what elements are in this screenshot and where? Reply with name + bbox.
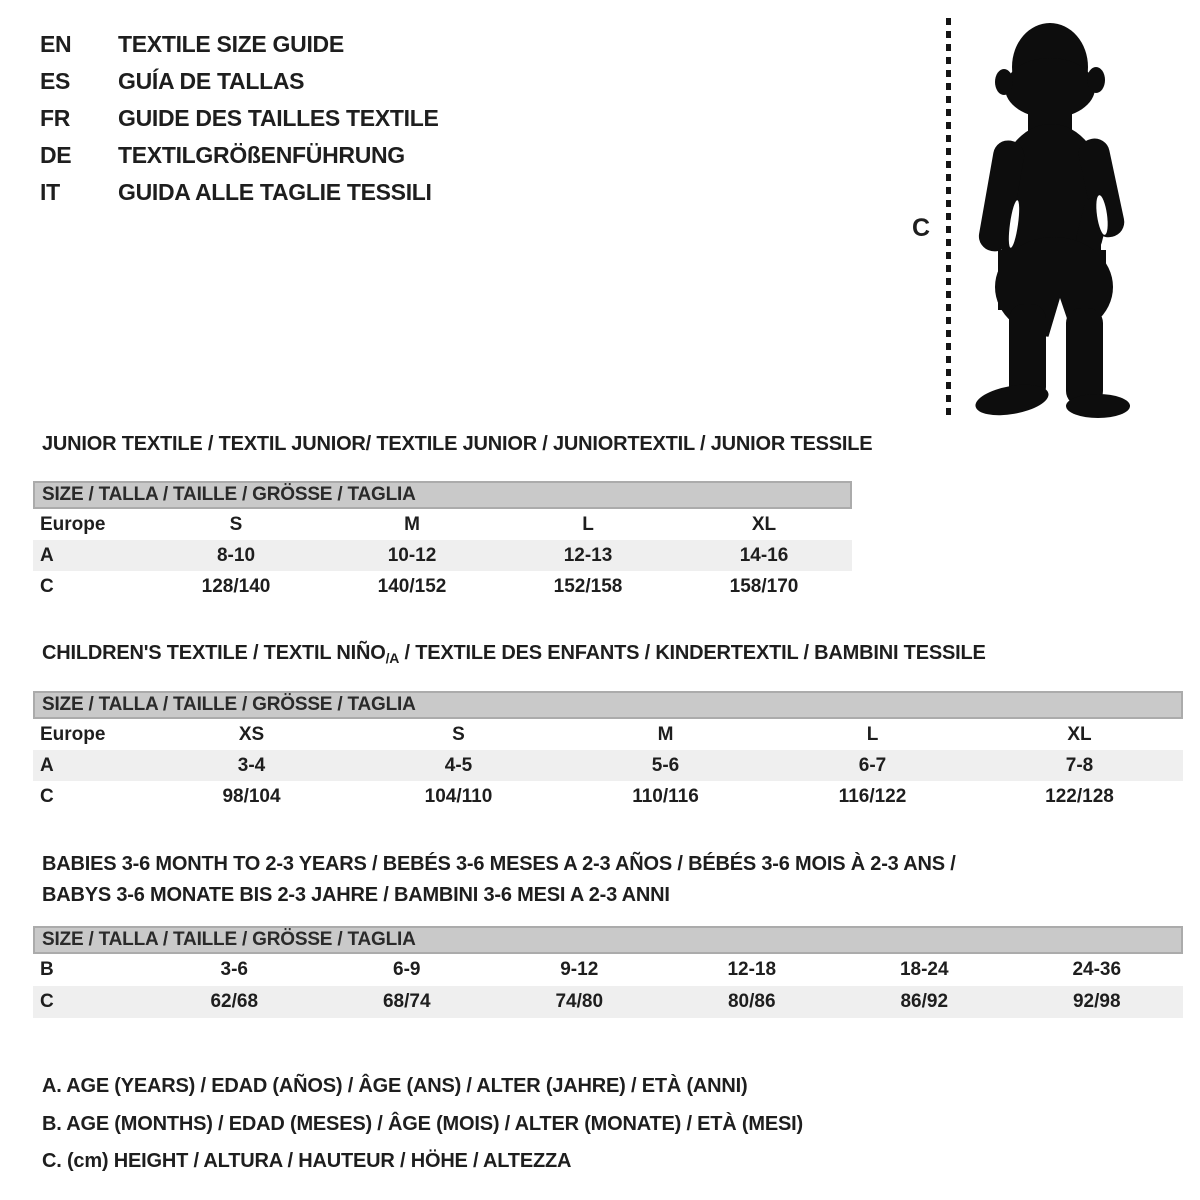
language-code: FR xyxy=(40,105,71,131)
row-label: B xyxy=(40,959,54,980)
children-heading-pre: CHILDREN'S TEXTILE / TEXTIL NIÑO xyxy=(42,642,386,664)
table-cell: L xyxy=(582,513,594,535)
table-cell: 80/86 xyxy=(727,991,776,1012)
table-row-age xyxy=(33,750,1183,781)
guide-title-it: GUIDA ALLE TAGLIE TESSILI xyxy=(118,179,432,205)
table-cell: XS xyxy=(238,723,265,745)
table-cell: 8-10 xyxy=(216,544,256,566)
table-row-europe xyxy=(33,509,852,540)
table-cell: 158/170 xyxy=(729,575,799,597)
table-cell: 128/140 xyxy=(201,575,271,597)
table-cell: 7-8 xyxy=(1065,754,1094,776)
table-row-height xyxy=(33,781,1183,812)
language-row-es xyxy=(40,63,439,100)
table-cell: 12-13 xyxy=(563,544,613,566)
children-heading-post: / TEXTILE DES ENFANTS / KINDERTEXTIL / BAMBINI TESSILE xyxy=(399,642,986,664)
table-cell: 4-5 xyxy=(444,754,473,776)
table-cell: 3-4 xyxy=(237,754,266,776)
table-cell: 92/98 xyxy=(1072,991,1121,1012)
height-dashed-line xyxy=(946,18,951,416)
babies-size-table xyxy=(33,926,1183,1018)
height-measure-label: C xyxy=(912,214,931,242)
row-label: C xyxy=(40,785,54,807)
row-label: A xyxy=(40,544,54,566)
junior-section-heading: JUNIOR TEXTILE / TEXTIL JUNIOR/ TEXTILE JUNIOR / JUNIORTEXTIL / JUNIOR TESSILE xyxy=(42,433,873,455)
legend-line-a: A. AGE (YEARS) / EDAD (AÑOS) / ÂGE (ANS) / ALTER (JAHRE) / ETÀ (ANNI) xyxy=(42,1075,748,1097)
children-heading-sub: /A xyxy=(385,650,400,666)
table-cell: 152/158 xyxy=(553,575,623,597)
language-row-en xyxy=(40,26,439,63)
guide-title-es: GUÍA DE TALLAS xyxy=(118,68,305,94)
row-label: C xyxy=(40,991,54,1012)
table-cell: 18-24 xyxy=(899,959,949,980)
junior-size-table xyxy=(33,481,852,602)
children-size-table xyxy=(33,691,1183,812)
babies-section-heading xyxy=(42,849,956,911)
table-row-europe xyxy=(33,719,1183,750)
table-cell: 62/68 xyxy=(210,991,259,1012)
table-row-height xyxy=(33,571,852,602)
legend-line-c: C. (cm) HEIGHT / ALTURA / HAUTEUR / HÖHE / ALTEZZA xyxy=(42,1150,572,1172)
junior-size-header-bar: SIZE / TALLA / TAILLE / GRÖSSE / TAGLIA xyxy=(33,481,852,509)
table-cell: 24-36 xyxy=(1072,959,1122,980)
babies-size-header-bar: SIZE / TALLA / TAILLE / GRÖSSE / TAGLIA xyxy=(33,926,1183,954)
guide-title-fr: GUIDE DES TAILLES TEXTILE xyxy=(118,105,439,131)
language-code: IT xyxy=(40,179,60,205)
table-cell: 3-6 xyxy=(220,959,248,980)
language-code: DE xyxy=(40,142,72,168)
language-title-list xyxy=(40,26,439,211)
table-cell: 10-12 xyxy=(387,544,437,566)
table-cell: 74/80 xyxy=(555,991,604,1012)
table-row-age-months xyxy=(33,954,1183,986)
table-cell: 110/116 xyxy=(632,785,699,807)
language-code: EN xyxy=(40,31,72,57)
table-cell: 9-12 xyxy=(560,959,599,980)
guide-title-en: TEXTILE SIZE GUIDE xyxy=(118,31,344,57)
measurement-legend xyxy=(42,1068,803,1181)
legend-line-b: B. AGE (MONTHS) / EDAD (MESES) / ÂGE (MOIS) / ALTER (MONATE) / ETÀ (MESI) xyxy=(42,1112,803,1135)
table-cell: M xyxy=(404,513,420,535)
babies-heading-line2: BABYS 3-6 MONATE BIS 2-3 JAHRE / BAMBINI 3-6 MESI A 2-3 ANNI xyxy=(42,884,670,906)
table-cell: 68/74 xyxy=(382,991,431,1012)
babies-heading-line1: BABIES 3-6 MONTH TO 2-3 YEARS / BEBÉS 3-6 MESES A 2-3 AÑOS / BÉBÉS 3-6 MOIS À 2-3 ANS / xyxy=(42,853,956,875)
table-cell: XL xyxy=(1067,723,1092,745)
table-row-age xyxy=(33,540,852,571)
toddler-silhouette-icon xyxy=(962,12,1140,420)
table-cell: 140/152 xyxy=(377,575,447,597)
language-code: ES xyxy=(40,68,71,94)
table-cell: 98/104 xyxy=(222,785,281,807)
table-cell: 116/122 xyxy=(838,785,907,807)
row-label: C xyxy=(40,575,54,597)
table-cell: 5-6 xyxy=(651,754,680,776)
table-cell: 14-16 xyxy=(739,544,789,566)
table-row-height xyxy=(33,986,1183,1018)
language-row-fr xyxy=(40,100,439,137)
table-cell: 104/110 xyxy=(424,785,493,807)
children-size-header-bar: SIZE / TALLA / TAILLE / GRÖSSE / TAGLIA xyxy=(33,691,1183,719)
table-cell: 122/128 xyxy=(1045,785,1114,807)
table-cell: 6-9 xyxy=(393,959,421,980)
table-cell: S xyxy=(229,513,243,535)
table-cell: M xyxy=(657,723,674,745)
row-label: A xyxy=(40,754,54,776)
table-cell: 86/92 xyxy=(900,991,949,1012)
table-cell: 12-18 xyxy=(727,959,777,980)
table-cell: XL xyxy=(751,513,777,535)
row-label: Europe xyxy=(40,723,106,745)
table-cell: 6-7 xyxy=(858,754,887,776)
children-section-heading xyxy=(42,642,986,666)
row-label: Europe xyxy=(40,513,106,535)
language-row-it xyxy=(40,174,439,211)
table-cell: S xyxy=(452,723,465,745)
guide-title-de: TEXTILGRÖßENFÜHRUNG xyxy=(118,142,405,168)
language-row-de xyxy=(40,137,439,174)
table-cell: L xyxy=(866,723,879,745)
